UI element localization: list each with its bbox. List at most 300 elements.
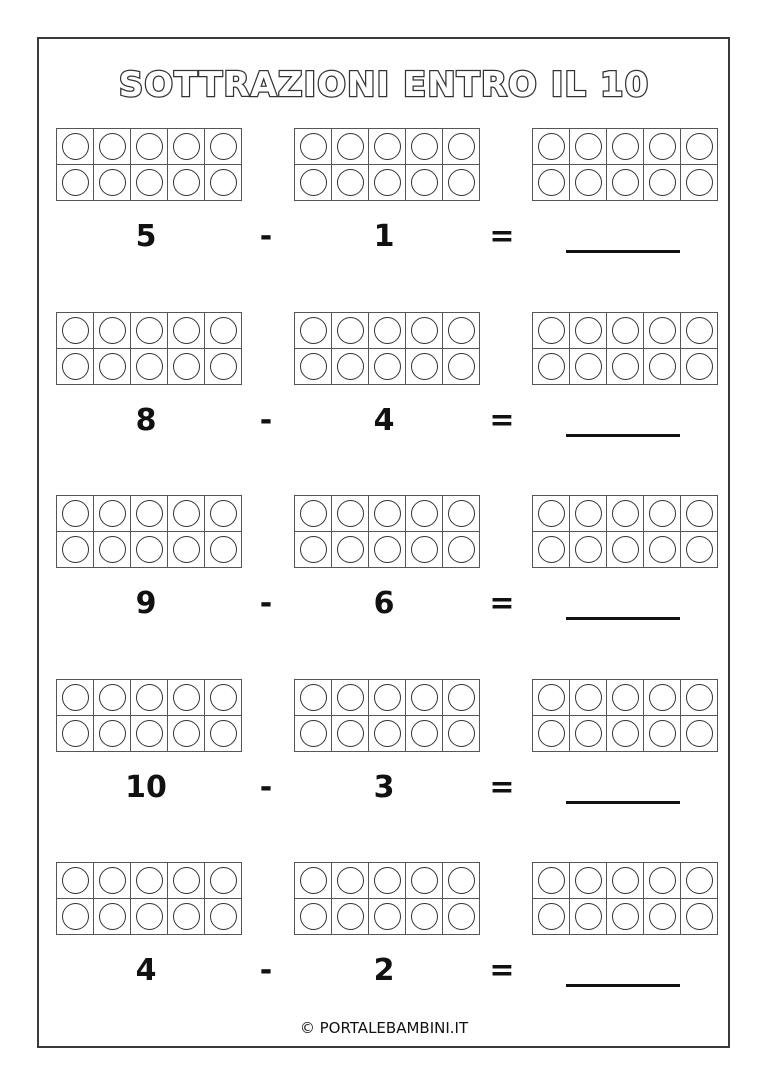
counter-circle-icon[interactable] xyxy=(575,133,602,160)
counter-circle-icon[interactable] xyxy=(374,317,401,344)
frame-cell xyxy=(332,313,369,349)
counter-circle-icon[interactable] xyxy=(411,536,438,563)
frame-cell xyxy=(168,863,205,899)
counter-circle-icon[interactable] xyxy=(337,169,364,196)
counter-circle-icon[interactable] xyxy=(686,500,713,527)
counter-circle-icon[interactable] xyxy=(575,867,602,894)
second-number-frame xyxy=(294,312,480,385)
frame-cell xyxy=(332,899,369,935)
frame-cell xyxy=(295,496,332,532)
frame-cell xyxy=(94,496,131,532)
counter-circle-icon[interactable] xyxy=(99,500,126,527)
counter-circle-icon[interactable] xyxy=(411,353,438,380)
frame-cell xyxy=(607,532,644,568)
frame-cell xyxy=(681,313,718,349)
counter-circle-icon[interactable] xyxy=(62,500,89,527)
counter-circle-icon[interactable] xyxy=(173,500,200,527)
counter-circle-icon[interactable] xyxy=(575,317,602,344)
counter-circle-icon[interactable] xyxy=(538,720,565,747)
frame-cell xyxy=(295,863,332,899)
counter-circle-icon[interactable] xyxy=(62,536,89,563)
counter-circle-icon[interactable] xyxy=(300,500,327,527)
answer-blank[interactable] xyxy=(566,984,680,987)
counter-circle-icon[interactable] xyxy=(337,500,364,527)
counter-circle-icon[interactable] xyxy=(448,317,475,344)
counter-circle-icon[interactable] xyxy=(575,353,602,380)
frame-cell xyxy=(644,680,681,716)
frame-cell xyxy=(681,165,718,201)
frame-cell xyxy=(406,129,443,165)
counter-circle-icon[interactable] xyxy=(411,684,438,711)
counter-circle-icon[interactable] xyxy=(62,317,89,344)
frame-cell xyxy=(533,496,570,532)
frame-cell xyxy=(205,349,242,385)
frame-cell xyxy=(607,899,644,935)
counter-circle-icon[interactable] xyxy=(210,500,237,527)
counter-circle-icon[interactable] xyxy=(575,720,602,747)
frame-cell xyxy=(94,680,131,716)
counter-circle-icon[interactable] xyxy=(612,353,639,380)
counter-circle-icon[interactable] xyxy=(612,867,639,894)
answer-blank[interactable] xyxy=(566,250,680,253)
frame-cell xyxy=(332,496,369,532)
counter-circle-icon[interactable] xyxy=(62,133,89,160)
counter-circle-icon[interactable] xyxy=(649,720,676,747)
counter-circle-icon[interactable] xyxy=(210,720,237,747)
worksheet-title: SOTTRAZIONI ENTRO IL 10 xyxy=(118,65,650,105)
counter-circle-icon[interactable] xyxy=(173,903,200,930)
counter-circle-icon[interactable] xyxy=(612,133,639,160)
frame-cell xyxy=(406,532,443,568)
counter-circle-icon[interactable] xyxy=(99,317,126,344)
counter-circle-icon[interactable] xyxy=(210,903,237,930)
counter-circle-icon[interactable] xyxy=(538,684,565,711)
frame-cell xyxy=(681,496,718,532)
frame-cell xyxy=(205,716,242,752)
frame-cell xyxy=(295,899,332,935)
answer-blank[interactable] xyxy=(566,801,680,804)
frame-cell xyxy=(644,165,681,201)
counter-circle-icon[interactable] xyxy=(538,317,565,344)
counter-circle-icon[interactable] xyxy=(210,317,237,344)
counter-circle-icon[interactable] xyxy=(173,536,200,563)
counter-circle-icon[interactable] xyxy=(337,317,364,344)
frame-cell xyxy=(644,899,681,935)
frame-cell xyxy=(681,863,718,899)
frame-cell xyxy=(332,680,369,716)
counter-circle-icon[interactable] xyxy=(649,867,676,894)
counter-circle-icon[interactable] xyxy=(136,500,163,527)
minus-sign: - xyxy=(259,219,273,254)
equals-sign: = xyxy=(489,586,515,621)
frame-cell xyxy=(607,349,644,385)
counter-circle-icon[interactable] xyxy=(411,500,438,527)
counter-circle-icon[interactable] xyxy=(612,317,639,344)
counter-circle-icon[interactable] xyxy=(649,500,676,527)
counter-circle-icon[interactable] xyxy=(300,536,327,563)
frame-cell xyxy=(607,680,644,716)
counter-circle-icon[interactable] xyxy=(374,133,401,160)
frame-cell xyxy=(406,680,443,716)
frame-cell xyxy=(681,680,718,716)
counter-circle-icon[interactable] xyxy=(337,133,364,160)
frame-cell xyxy=(533,349,570,385)
counter-circle-icon[interactable] xyxy=(612,169,639,196)
counter-circle-icon[interactable] xyxy=(374,169,401,196)
counter-circle-icon[interactable] xyxy=(612,720,639,747)
frame-cell xyxy=(570,899,607,935)
frame-cell xyxy=(681,899,718,935)
counter-circle-icon[interactable] xyxy=(136,353,163,380)
frame-cell xyxy=(644,129,681,165)
frame-cell xyxy=(570,532,607,568)
frame-cell xyxy=(131,313,168,349)
counter-circle-icon[interactable] xyxy=(99,133,126,160)
counter-circle-icon[interactable] xyxy=(374,867,401,894)
frame-cell xyxy=(369,129,406,165)
counter-circle-icon[interactable] xyxy=(448,500,475,527)
counter-circle-icon[interactable] xyxy=(173,169,200,196)
counter-circle-icon[interactable] xyxy=(686,536,713,563)
counter-circle-icon[interactable] xyxy=(686,684,713,711)
counter-circle-icon[interactable] xyxy=(538,353,565,380)
frame-cell xyxy=(168,532,205,568)
counter-circle-icon[interactable] xyxy=(99,536,126,563)
counter-circle-icon[interactable] xyxy=(300,867,327,894)
counter-circle-icon[interactable] xyxy=(649,903,676,930)
counter-circle-icon[interactable] xyxy=(448,684,475,711)
counter-circle-icon[interactable] xyxy=(210,867,237,894)
counter-circle-icon[interactable] xyxy=(575,536,602,563)
frame-cell xyxy=(369,716,406,752)
result-frame xyxy=(532,862,718,935)
counter-circle-icon[interactable] xyxy=(686,353,713,380)
counter-circle-icon[interactable] xyxy=(300,317,327,344)
counter-circle-icon[interactable] xyxy=(538,903,565,930)
frame-cell xyxy=(570,165,607,201)
frame-cell xyxy=(205,680,242,716)
frame-cell xyxy=(369,532,406,568)
counter-circle-icon[interactable] xyxy=(649,684,676,711)
frame-cell xyxy=(369,680,406,716)
counter-circle-icon[interactable] xyxy=(374,903,401,930)
counter-circle-icon[interactable] xyxy=(686,317,713,344)
frame-cell xyxy=(205,899,242,935)
frame-cell xyxy=(644,349,681,385)
counter-circle-icon[interactable] xyxy=(374,353,401,380)
frame-cell xyxy=(681,129,718,165)
frame-cell xyxy=(644,496,681,532)
counter-circle-icon[interactable] xyxy=(300,353,327,380)
frame-cell xyxy=(406,496,443,532)
counter-circle-icon[interactable] xyxy=(649,353,676,380)
frame-cell xyxy=(406,349,443,385)
frame-cell xyxy=(295,532,332,568)
frame-cell xyxy=(205,496,242,532)
counter-circle-icon[interactable] xyxy=(62,684,89,711)
frame-cell xyxy=(57,165,94,201)
frame-cell xyxy=(57,129,94,165)
frame-cell xyxy=(533,532,570,568)
counter-circle-icon[interactable] xyxy=(300,133,327,160)
minus-sign: - xyxy=(259,770,273,805)
counter-circle-icon[interactable] xyxy=(686,720,713,747)
frame-cell xyxy=(57,680,94,716)
counter-circle-icon[interactable] xyxy=(136,903,163,930)
frame-cell xyxy=(533,680,570,716)
counter-circle-icon[interactable] xyxy=(374,536,401,563)
frame-cell xyxy=(332,863,369,899)
counter-circle-icon[interactable] xyxy=(538,133,565,160)
frame-cell xyxy=(443,313,480,349)
frame-cell xyxy=(533,165,570,201)
counter-circle-icon[interactable] xyxy=(136,133,163,160)
counter-circle-icon[interactable] xyxy=(575,903,602,930)
counter-circle-icon[interactable] xyxy=(411,133,438,160)
counter-circle-icon[interactable] xyxy=(173,317,200,344)
minuend-number: 5 xyxy=(135,219,157,254)
frame-cell xyxy=(94,532,131,568)
counter-circle-icon[interactable] xyxy=(136,684,163,711)
frame-cell xyxy=(205,532,242,568)
subtrahend-number: 4 xyxy=(373,403,395,438)
frame-cell xyxy=(681,532,718,568)
frame-cell xyxy=(570,680,607,716)
counter-circle-icon[interactable] xyxy=(448,720,475,747)
counter-circle-icon[interactable] xyxy=(136,317,163,344)
counter-circle-icon[interactable] xyxy=(538,169,565,196)
counter-circle-icon[interactable] xyxy=(448,133,475,160)
equals-sign: = xyxy=(489,770,515,805)
frame-cell xyxy=(168,716,205,752)
counter-circle-icon[interactable] xyxy=(300,684,327,711)
counter-circle-icon[interactable] xyxy=(612,684,639,711)
result-frame xyxy=(532,679,718,752)
frame-cell xyxy=(168,349,205,385)
counter-circle-icon[interactable] xyxy=(337,720,364,747)
frame-cell xyxy=(131,716,168,752)
second-number-frame xyxy=(294,679,480,752)
counter-circle-icon[interactable] xyxy=(99,720,126,747)
counter-circle-icon[interactable] xyxy=(649,536,676,563)
counter-circle-icon[interactable] xyxy=(686,169,713,196)
minuend-number: 9 xyxy=(135,586,157,621)
frame-cell xyxy=(131,532,168,568)
counter-circle-icon[interactable] xyxy=(337,536,364,563)
frame-cell xyxy=(570,716,607,752)
counter-circle-icon[interactable] xyxy=(612,903,639,930)
frame-cell xyxy=(443,129,480,165)
counter-circle-icon[interactable] xyxy=(612,500,639,527)
counter-circle-icon[interactable] xyxy=(374,684,401,711)
counter-circle-icon[interactable] xyxy=(136,867,163,894)
counter-circle-icon[interactable] xyxy=(337,353,364,380)
copyright-footer: © PORTALEBAMBINI.IT xyxy=(299,1019,469,1037)
minuend-number: 10 xyxy=(125,770,167,805)
counter-circle-icon[interactable] xyxy=(173,720,200,747)
counter-circle-icon[interactable] xyxy=(99,169,126,196)
counter-circle-icon[interactable] xyxy=(448,903,475,930)
first-number-frame xyxy=(56,862,242,935)
frame-cell xyxy=(443,863,480,899)
subtrahend-number: 1 xyxy=(373,219,395,254)
counter-circle-icon[interactable] xyxy=(411,903,438,930)
counter-circle-icon[interactable] xyxy=(337,867,364,894)
counter-circle-icon[interactable] xyxy=(173,133,200,160)
frame-cell xyxy=(406,899,443,935)
frame-cell xyxy=(533,899,570,935)
counter-circle-icon[interactable] xyxy=(210,169,237,196)
counter-circle-icon[interactable] xyxy=(448,536,475,563)
frame-cell xyxy=(406,863,443,899)
counter-circle-icon[interactable] xyxy=(686,903,713,930)
frame-cell xyxy=(94,716,131,752)
counter-circle-icon[interactable] xyxy=(575,684,602,711)
subtrahend-number: 6 xyxy=(373,586,395,621)
frame-cell xyxy=(295,716,332,752)
counter-circle-icon[interactable] xyxy=(99,684,126,711)
answer-blank[interactable] xyxy=(566,617,680,620)
frame-cell xyxy=(57,899,94,935)
frame-cell xyxy=(607,496,644,532)
frame-cell xyxy=(644,863,681,899)
counter-circle-icon[interactable] xyxy=(649,317,676,344)
counter-circle-icon[interactable] xyxy=(173,867,200,894)
frame-cell xyxy=(369,496,406,532)
frame-cell xyxy=(369,165,406,201)
frame-cell xyxy=(369,349,406,385)
frame-cell xyxy=(570,349,607,385)
subtrahend-number: 2 xyxy=(373,953,395,988)
frame-cell xyxy=(681,349,718,385)
frame-cell xyxy=(644,532,681,568)
frame-cell xyxy=(443,899,480,935)
frame-cell xyxy=(131,863,168,899)
counter-circle-icon[interactable] xyxy=(210,684,237,711)
counter-circle-icon[interactable] xyxy=(173,684,200,711)
counter-circle-icon[interactable] xyxy=(300,169,327,196)
first-number-frame xyxy=(56,128,242,201)
counter-circle-icon[interactable] xyxy=(136,536,163,563)
counter-circle-icon[interactable] xyxy=(300,720,327,747)
counter-circle-icon[interactable] xyxy=(411,317,438,344)
counter-circle-icon[interactable] xyxy=(575,169,602,196)
frame-cell xyxy=(205,863,242,899)
frame-cell xyxy=(369,313,406,349)
frame-cell xyxy=(295,165,332,201)
frame-cell xyxy=(168,129,205,165)
counter-circle-icon[interactable] xyxy=(210,133,237,160)
counter-circle-icon[interactable] xyxy=(99,353,126,380)
counter-circle-icon[interactable] xyxy=(411,720,438,747)
frame-cell xyxy=(607,165,644,201)
result-frame xyxy=(532,312,718,385)
frame-cell xyxy=(94,165,131,201)
frame-cell xyxy=(607,716,644,752)
frame-cell xyxy=(369,899,406,935)
counter-circle-icon[interactable] xyxy=(411,169,438,196)
frame-cell xyxy=(533,129,570,165)
frame-cell xyxy=(131,496,168,532)
counter-circle-icon[interactable] xyxy=(448,867,475,894)
frame-cell xyxy=(681,716,718,752)
counter-circle-icon[interactable] xyxy=(99,903,126,930)
frame-cell xyxy=(443,496,480,532)
counter-circle-icon[interactable] xyxy=(136,720,163,747)
frame-cell xyxy=(295,680,332,716)
frame-cell xyxy=(332,349,369,385)
frame-cell xyxy=(94,129,131,165)
frame-cell xyxy=(131,680,168,716)
minuend-number: 4 xyxy=(135,953,157,988)
frame-cell xyxy=(57,496,94,532)
frame-cell xyxy=(168,680,205,716)
counter-circle-icon[interactable] xyxy=(374,500,401,527)
counter-circle-icon[interactable] xyxy=(686,867,713,894)
counter-circle-icon[interactable] xyxy=(538,867,565,894)
counter-circle-icon[interactable] xyxy=(538,536,565,563)
counter-circle-icon[interactable] xyxy=(136,169,163,196)
frame-cell xyxy=(607,863,644,899)
counter-circle-icon[interactable] xyxy=(649,169,676,196)
counter-circle-icon[interactable] xyxy=(337,684,364,711)
counter-circle-icon[interactable] xyxy=(649,133,676,160)
frame-cell xyxy=(570,496,607,532)
frame-cell xyxy=(607,313,644,349)
counter-circle-icon[interactable] xyxy=(99,867,126,894)
frame-cell xyxy=(205,313,242,349)
counter-circle-icon[interactable] xyxy=(62,903,89,930)
counter-circle-icon[interactable] xyxy=(411,867,438,894)
frame-cell xyxy=(570,863,607,899)
counter-circle-icon[interactable] xyxy=(210,536,237,563)
answer-blank[interactable] xyxy=(566,434,680,437)
counter-circle-icon[interactable] xyxy=(448,353,475,380)
frame-cell xyxy=(332,165,369,201)
frame-cell xyxy=(57,532,94,568)
second-number-frame xyxy=(294,495,480,568)
counter-circle-icon[interactable] xyxy=(686,133,713,160)
counter-circle-icon[interactable] xyxy=(612,536,639,563)
equals-sign: = xyxy=(489,953,515,988)
counter-circle-icon[interactable] xyxy=(448,169,475,196)
second-number-frame xyxy=(294,128,480,201)
frame-cell xyxy=(205,165,242,201)
subtrahend-number: 3 xyxy=(373,770,395,805)
frame-cell xyxy=(57,863,94,899)
frame-cell xyxy=(332,716,369,752)
counter-circle-icon[interactable] xyxy=(374,720,401,747)
minus-sign: - xyxy=(259,586,273,621)
counter-circle-icon[interactable] xyxy=(62,867,89,894)
frame-cell xyxy=(168,313,205,349)
counter-circle-icon[interactable] xyxy=(62,720,89,747)
frame-cell xyxy=(443,716,480,752)
counter-circle-icon[interactable] xyxy=(337,903,364,930)
counter-circle-icon[interactable] xyxy=(538,500,565,527)
frame-cell xyxy=(533,863,570,899)
counter-circle-icon[interactable] xyxy=(210,353,237,380)
frame-cell xyxy=(131,129,168,165)
counter-circle-icon[interactable] xyxy=(575,500,602,527)
frame-cell xyxy=(570,313,607,349)
counter-circle-icon[interactable] xyxy=(173,353,200,380)
counter-circle-icon[interactable] xyxy=(300,903,327,930)
counter-circle-icon[interactable] xyxy=(62,169,89,196)
counter-circle-icon[interactable] xyxy=(62,353,89,380)
frame-cell xyxy=(443,165,480,201)
frame-cell xyxy=(57,716,94,752)
